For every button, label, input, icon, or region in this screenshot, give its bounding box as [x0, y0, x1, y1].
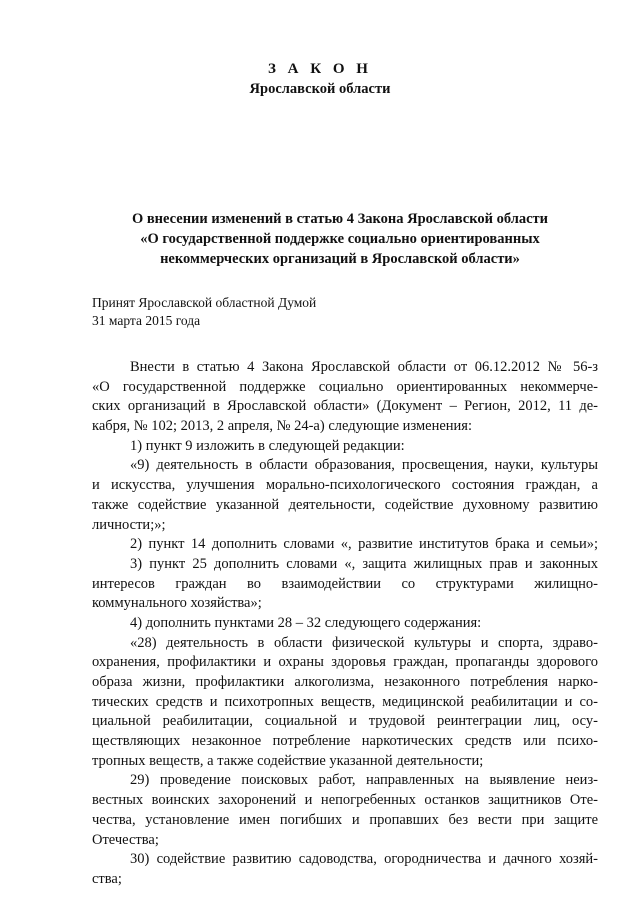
body-line: кабря, № 102; 2013, 2 апреля, № 24-а) следующие изменения: [92, 418, 472, 435]
body-line: вестных воинских захоронений и непогребенных останков защитников Оте- [92, 792, 598, 809]
adoption-body: Принят Ярославской областной Думой [92, 295, 317, 310]
body-line: ществляющих незаконное потребление наркотических средств или психо- [92, 733, 598, 750]
adoption-info [92, 294, 316, 330]
body-line: 30) содействие развитию садоводства, огородничества и дачного хозяй- [130, 851, 598, 868]
title-line: О внесении изменений в статью 4 Закона Ярославской области [131, 211, 549, 227]
title-line: некоммерческих организаций в Ярославской области» [160, 251, 520, 267]
body-line: чества, установление имен погибших и пропавших без вести при защите [92, 811, 598, 828]
law-region: Ярославской области [249, 81, 391, 97]
body-line: Отечества; [92, 831, 159, 848]
body-line: коммунального хозяйства»; [92, 595, 262, 612]
adoption-date: 31 марта 2015 года [92, 313, 201, 328]
document-title [60, 209, 620, 269]
body-line: тропных веществ, а также содействие указанной деятельности; [92, 752, 484, 769]
body-line: образа жизни, профилактики алкоголизма, незаконного потребления нарко- [92, 674, 598, 690]
body-line: 29) проведение поисковых работ, направленных на выявление неиз- [130, 772, 598, 789]
body-line: Внести в статью 4 Закона Ярославской области от 06.12.2012 № 56-з [130, 359, 598, 375]
body-line: «9) деятельность в области образования, просвещения, науки, культуры [130, 457, 598, 474]
body-line: ских организаций в Ярославской области» (Документ – Регион, 2012, 11 де- [92, 398, 598, 415]
body-line: «28) деятельность в области физической культуры и спорта, здраво- [130, 634, 598, 651]
body-line: ства; [92, 870, 122, 887]
law-body [92, 358, 598, 890]
body-line: личности;»; [92, 516, 166, 533]
body-line: «О государственной поддержке социально ориентированных некоммерче- [92, 378, 598, 395]
body-line: циальной реабилитации, социальной и трудовой реинтеграции лиц, осу- [92, 713, 598, 730]
title-line: «О государственной поддержке социально ориентированных [140, 231, 540, 247]
body-line: 3) пункт 25 дополнить словами «, защита жилищных прав и законных [130, 555, 598, 572]
body-line: также содействие указанной деятельности, содействие духовному развитию [92, 496, 598, 513]
body-line: и искусства, улучшения морально-психологического состояния граждан, а [92, 477, 598, 494]
body-line: 4) дополнить пунктами 28 – 32 следующего содержания: [130, 614, 482, 631]
law-heading: З А К О Н [268, 61, 372, 77]
body-line: тических средств и психотропных веществ, медицинской реабилитации и со- [92, 693, 598, 710]
body-line: охранения, профилактики и охраны здоровья граждан, пропаганды здорового [92, 654, 598, 671]
body-line: интересов граждан во взаимодействии со структурами жилищно- [92, 575, 598, 592]
body-line: 1) пункт 9 изложить в следующей редакции: [130, 437, 405, 454]
body-line: 2) пункт 14 дополнить словами «, развитие институтов брака и семьи»; [130, 536, 598, 553]
